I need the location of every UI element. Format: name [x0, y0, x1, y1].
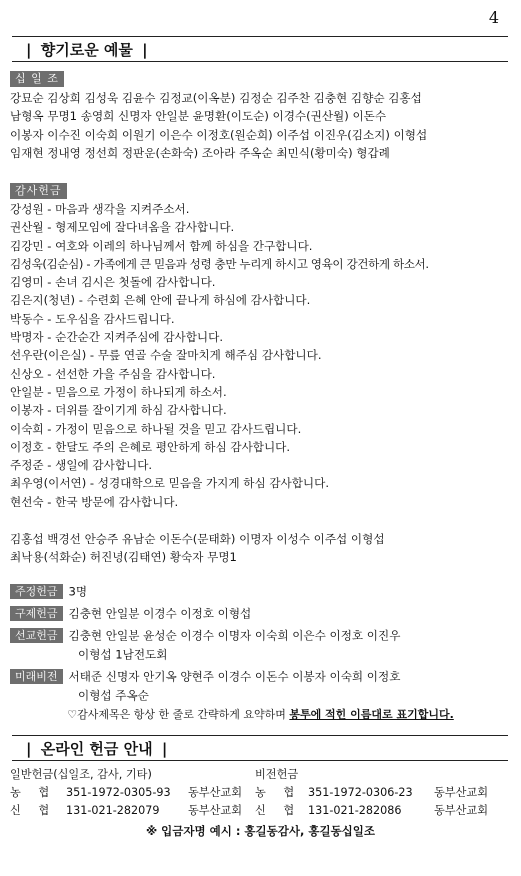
general-offering-header: 일반헌금(십일조, 감사, 기타) [10, 768, 152, 781]
tithe-label: 십 일 조 [10, 71, 64, 87]
thanks-item: 이봉자 - 더위를 잘이기게 하심 감사합니다. [10, 403, 227, 418]
account-table [10, 766, 510, 830]
bank-name: 신 협 [255, 804, 295, 817]
tithe-line: 이봉자 이수진 이숙희 이원기 이은수 이정호(원순희) 이주섭 이진우(김소지) 이형섭 [10, 127, 428, 142]
relief-names: 김충현 안일분 이경수 이정호 이형섭 [68, 606, 252, 621]
tithe-line: 임재현 정내영 정선희 정판운(손화숙) 조아라 주옥순 최민식(황미숙) 형갑례 [10, 145, 390, 160]
thanks-item: 박동수 - 도우심을 감사드립니다. [10, 311, 175, 326]
thanks-list [10, 200, 510, 511]
weekly-label: 주정헌금 [10, 584, 63, 599]
mission-names-2: 이형섭 1남전도회 [78, 647, 168, 662]
thanks-item: 최우영(이서연) - 성경대학으로 믿음을 가지게 하심 감사합니다. [10, 476, 330, 491]
vision-offering-row [10, 667, 510, 686]
tithe-line: 강묘순 김상희 김성욱 김윤수 김정교(이옥분) 김정순 김주찬 김충현 김향순 김홍섭 [10, 91, 422, 105]
thanks-name-line: 김홍섭 백경선 안승주 유남순 이돈수(문태화) 이명자 이성수 이주섭 이형섭 [10, 532, 385, 546]
thanks-item: 이숙희 - 가정이 믿음으로 하나될 것을 믿고 감사드립니다. [10, 421, 302, 436]
thanks-item: 김은지(청년) - 수련회 은혜 안에 끝나게 하심에 감사합니다. [10, 293, 311, 308]
thanks-label: 감사헌금 [10, 183, 67, 199]
account-number[interactable]: 131-021-282079 [66, 804, 160, 817]
thanks-item: 현선숙 - 한국 방문에 감사합니다. [10, 494, 179, 509]
vision-names-2: 이형섭 주옥순 [78, 688, 149, 703]
mission-offering-row [10, 626, 510, 645]
mission-label: 선교헌금 [10, 628, 63, 643]
bank-name: 농 협 [255, 786, 295, 799]
weekly-count: 3명 [68, 584, 88, 599]
thanks-item: 김영미 - 손녀 김시은 첫돌에 감사합니다. [10, 275, 216, 290]
thanks-item: 박명자 - 순간순간 지켜주심에 감사합니다. [10, 330, 224, 345]
thanks-names [10, 530, 510, 567]
mission-offering-row-2 [10, 645, 510, 664]
thanks-item: 김강민 - 여호와 이레의 하나님께서 함께 하심을 간구합니다. [10, 238, 313, 253]
relief-label: 구제헌금 [10, 606, 63, 621]
deposit-name-example: ※ 입금자명 예시 : 홍길동감사, 홍길동십일조 [145, 824, 376, 838]
account-holder: 동부산교회 [434, 786, 489, 799]
mission-names: 김충현 안일분 윤성순 이경수 이명자 이숙희 이은수 이정호 이진우 [68, 628, 401, 643]
thanks-item: 선우란(이은실) - 무릎 연골 수술 잘마치게 해주심 감사합니다. [10, 348, 322, 363]
offering-title: 향기로운 예물 [40, 41, 133, 59]
account-number[interactable]: 351-1972-0306-23 [308, 786, 413, 799]
weekly-offering-row [10, 582, 510, 601]
thanks-item: 김성욱(김순심) - 가족에게 큰 믿음과 성령 충만 누리게 하시고 영육이 강건하게 하소서. [10, 256, 429, 271]
thanks-item: 권산월 - 형제모임에 잘다녀옴을 감사합니다. [10, 220, 235, 235]
thanks-item: 강성원 - 마음과 생각을 지켜주소서. [10, 202, 190, 216]
tithe-line: 남형옥 무명1 송영희 신명자 안일분 윤명환(이도순) 이경수(권산월) 이돈수 [10, 109, 387, 124]
vision-offering-header: 비전헌금 [255, 768, 299, 781]
vision-offering-row-2 [10, 686, 510, 705]
account-holder: 동부산교회 [434, 804, 489, 817]
thanks-name-line: 최낙용(석화순) 허진녕(김태연) 황숙자 무명1 [10, 550, 237, 565]
page-number: 4 [488, 8, 499, 27]
note-text: ♡감사제목은 항상 한 줄로 간략하게 요약하며 [67, 708, 286, 721]
offering-section-header: | 향기로운 예물 | [12, 36, 508, 62]
vision-names: 서태준 신명자 안기옥 양현주 이경수 이돈수 이봉자 이숙희 이정호 [68, 669, 401, 684]
relief-offering-row [10, 604, 510, 623]
offering-note [0, 706, 521, 722]
account-holder: 동부산교회 [188, 786, 243, 799]
online-section-header: | 온라인 헌금 안내 | [12, 735, 508, 761]
bank-name: 신 협 [10, 804, 50, 817]
bank-name: 농 협 [10, 786, 50, 799]
thanks-item: 안일분 - 믿음으로 가정이 하나되게 하소서. [10, 384, 227, 399]
account-number[interactable]: 351-1972-0305-93 [66, 786, 171, 799]
online-title: 온라인 헌금 안내 [40, 740, 153, 758]
account-number[interactable]: 131-021-282086 [308, 804, 402, 817]
thanks-item: 이정호 - 한달도 주의 은혜로 평안하게 하심 감사합니다. [10, 439, 291, 454]
tithe-names [10, 89, 510, 162]
note-emphasis: 봉투에 적힌 이름대로 표기합니다. [289, 708, 454, 721]
account-holder: 동부산교회 [188, 804, 243, 817]
thanks-item: 신상오 - 선선한 가을 주심을 감사합니다. [10, 366, 216, 381]
vision-label: 미래비전 [10, 669, 63, 684]
thanks-item: 주정준 - 생일에 감사합니다. [10, 458, 153, 473]
